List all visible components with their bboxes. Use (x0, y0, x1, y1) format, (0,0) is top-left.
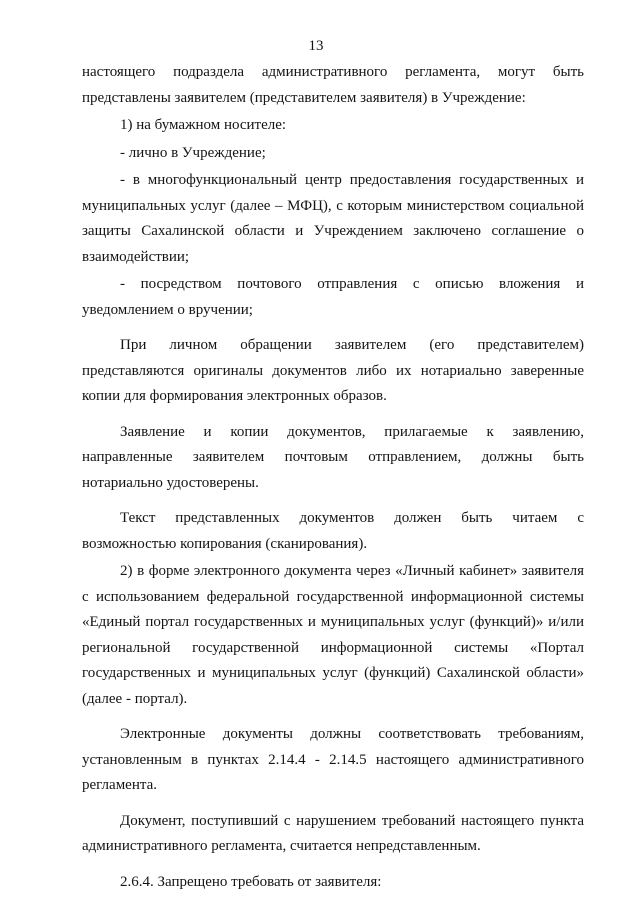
list-item-mfc: - в многофункциональный центр предоставления государственных и муниципальных услуг (далее – МФЦ), с которым министерством социальной защиты Сахалинской области и Учреждением заключено соглашение о взаимодействии; (82, 172, 584, 265)
list-item-postal: - посредством почтового отправления с описью вложения и уведомлением о вручении; (82, 276, 584, 318)
list-item-electronic: 2) в форме электронного документа через «Личный кабинет» заявителя с использованием федеральной государственной информационной системы «Единый портал государственных и муниципальных услуг (функций)» и/или региональной государственной информационной системы «Портал государственных и муниципальных услуг (функций) Сахалинской области» (далее - портал). (82, 563, 584, 707)
paragraph-postal-notarized: Заявление и копии документов, прилагаемые к заявлению, направленные заявителем почтовым отправлением, должны быть нотариально удостоверены. (82, 423, 584, 491)
paragraph-not-submitted: Документ, поступивший с нарушением требований настоящего пункта административного регламента, считается непредставленным. (82, 812, 584, 854)
paragraph-readable-text: Текст представленных документов должен быть читаем с возможностью копирования (сканирования). (82, 510, 584, 552)
page-number: 13 (308, 38, 324, 54)
list-item-paper: 1) на бумажном носителе: (120, 117, 287, 133)
paragraph-personal-appeal: При личном обращении заявителем (его представителем) представляются оригиналы документов либо их нотариально заверенные копии для формирования электронных образов. (82, 337, 584, 404)
paragraph-continuation: настоящего подраздела административного регламента, могут быть представлены заявителем (представителем заявителя) в Учреждение: (82, 64, 584, 106)
section-heading-2-6-4: 2.6.4. Запрещено требовать от заявителя: (120, 873, 382, 890)
paragraph-electronic-requirements: Электронные документы должны соответствовать требованиям, установленным в пунктах 2.14.4 - 2.14.5 настоящего административного регламента. (82, 726, 584, 793)
list-item-in-person: - лично в Учреждение; (120, 144, 266, 161)
document-body (82, 60, 584, 895)
